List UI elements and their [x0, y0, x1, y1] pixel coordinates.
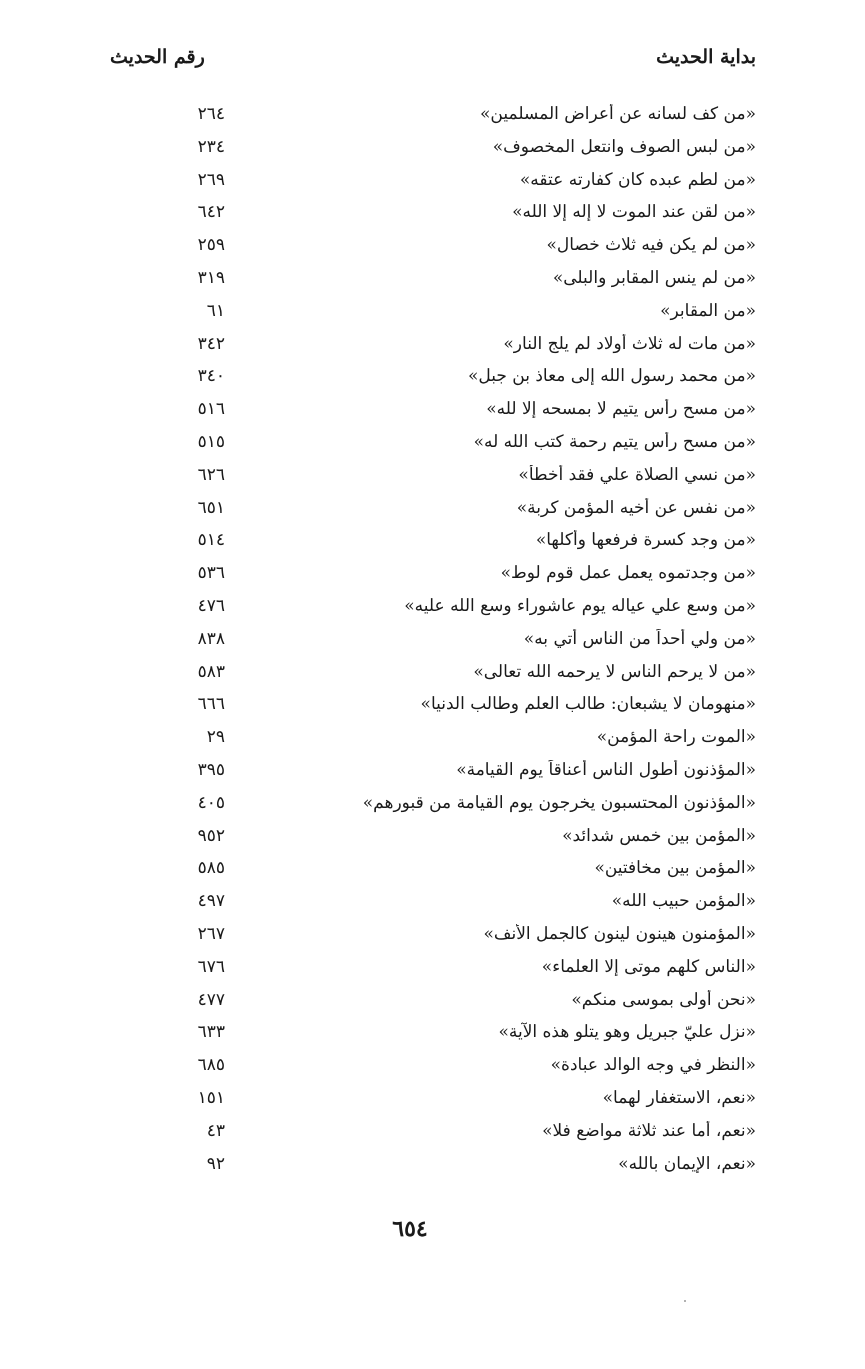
index-entry	[110, 134, 756, 167]
hadith-opening-text: «المؤذنون المحتسبون يخرجون يوم القيامة من قبورهم»	[362, 792, 756, 813]
hadith-number: ٩٥٢	[197, 825, 225, 846]
index-entry	[110, 593, 756, 626]
hadith-opening-text: «نعم، أما عند ثلاثة مواضع فلا»	[542, 1120, 756, 1141]
hadith-opening-text: «من لم يكن فيه ثلاث خصال»	[546, 235, 756, 256]
index-entry	[110, 626, 756, 659]
hadith-number: ٥١٤	[197, 530, 225, 551]
index-entry	[110, 659, 756, 692]
hadith-opening-text: «من وجدتموه يعمل عمل قوم لوط»	[500, 563, 756, 584]
index-entry	[110, 921, 756, 954]
index-entry	[110, 167, 756, 200]
hadith-number: ٦٢٦	[197, 464, 225, 485]
hadith-opening-text: «من مسح رأس يتيم لا بمسحه إلا لله»	[486, 399, 756, 420]
hadith-opening-text: «نزل عليّ جبريل وهو يتلو هذه الآية»	[498, 1022, 756, 1043]
index-entry	[110, 757, 756, 790]
hadith-opening-text: «الناس كلهم موتى إلا العلماء»	[541, 956, 756, 977]
hadith-number: ٥٣٦	[197, 563, 225, 584]
index-entry	[110, 331, 756, 364]
hadith-opening-text: «من لم ينس المقابر والبلى»	[552, 267, 756, 288]
index-entry	[110, 199, 756, 232]
hadith-number: ٢٣٤	[197, 136, 225, 157]
index-entry	[110, 823, 756, 856]
hadith-opening-text: «من ولي أحداً من الناس أتي به»	[523, 628, 756, 649]
index-entry	[110, 790, 756, 823]
hadith-number: ٦٨٥	[197, 1055, 225, 1076]
hadith-opening-text: «نعم، الإيمان بالله»	[618, 1153, 756, 1174]
hadith-opening-text: «المؤذنون أطول الناس أعناقاً يوم القيامة»	[456, 759, 756, 780]
hadith-number: ٤٠٥	[197, 792, 225, 813]
hadith-number: ٣٤٠	[197, 366, 225, 387]
index-entry	[110, 1019, 756, 1052]
hadith-opening-text: «من وسع علي عياله يوم عاشوراء وسع الله عليه»	[404, 595, 756, 616]
index-entry	[110, 1085, 756, 1118]
hadith-number: ٥٨٥	[197, 858, 225, 879]
hadith-opening-text: «المؤمن بين مخافتين»	[594, 858, 756, 879]
hadith-opening-text: «من المقابر»	[660, 300, 756, 321]
hadith-number: ٣٩٥	[197, 759, 225, 780]
page-number: ٦٥٤	[392, 1216, 428, 1242]
hadith-opening-text: «من لقن عند الموت لا إله إلا الله»	[512, 202, 756, 223]
hadith-opening-text: «المؤمن بين خمس شدائد»	[562, 825, 756, 846]
index-entry	[110, 363, 756, 396]
index-entry	[110, 855, 756, 888]
index-entry	[110, 298, 756, 331]
index-entry	[110, 1118, 756, 1151]
index-entry	[110, 987, 756, 1020]
hadith-opening-text: «النظر في وجه الوالد عبادة»	[550, 1055, 756, 1076]
hadith-number: ٦٧٦	[197, 956, 225, 977]
index-entry	[110, 429, 756, 462]
index-entry	[110, 1052, 756, 1085]
hadith-number: ٢٥٩	[197, 235, 225, 256]
hadith-number: ٦٣٣	[197, 1022, 225, 1043]
hadith-opening-text: «من مات له ثلاث أولاد لم يلج النار»	[503, 333, 756, 354]
index-entry	[110, 265, 756, 298]
hadith-number: ٥١٦	[197, 399, 225, 420]
hadith-number: ٤٧٧	[197, 989, 225, 1010]
hadith-number: ٤٧٦	[197, 595, 225, 616]
index-entry	[110, 396, 756, 429]
index-entry	[110, 691, 756, 724]
index-entry	[110, 495, 756, 528]
index-entry	[110, 724, 756, 757]
hadith-opening-text: «من نسي الصلاة علي فقد أخطأ»	[518, 464, 756, 485]
hadith-opening-text: «من وجد كسرة فرفعها وأكلها»	[535, 530, 756, 551]
hadith-opening-text: «من نفس عن أخيه المؤمن كربة»	[516, 497, 756, 518]
hadith-opening-text: «المؤمن حبيب الله»	[611, 891, 756, 912]
index-entry	[110, 527, 756, 560]
page-header	[110, 46, 756, 76]
index-entry	[110, 101, 756, 134]
hadith-number: ٦٦٦	[197, 694, 225, 715]
hadith-opening-text: «من كف لسانه عن أعراض المسلمين»	[480, 104, 756, 124]
index-entry	[110, 888, 756, 921]
hadith-number: ٢٦٩	[197, 169, 225, 190]
hadith-number: ٣١٩	[197, 267, 225, 288]
hadith-opening-text: «الموت راحة المؤمن»	[596, 727, 756, 748]
hadith-number: ٥٨٣	[197, 661, 225, 682]
hadith-number: ٦٤٢	[197, 202, 225, 223]
hadith-number: ١٥١	[197, 1087, 225, 1108]
hadith-number: ٦٥١	[197, 497, 225, 518]
hadith-number: ٣٤٢	[197, 333, 225, 354]
index-entry	[110, 954, 756, 987]
hadith-number: ٢٦٧	[197, 923, 225, 944]
scan-speck	[684, 1300, 686, 1302]
index-entry	[110, 232, 756, 265]
hadith-opening-text: «المؤمنون هينون لينون كالجمل الأنف»	[483, 923, 756, 944]
hadith-opening-text: «من لا يرحم الناس لا يرحمه الله تعالى»	[473, 661, 756, 682]
hadith-opening-text: «من محمد رسول الله إلى معاذ بن جبل»	[467, 366, 756, 387]
hadith-number: ٥١٥	[197, 431, 225, 452]
hadith-number: ٩٢	[206, 1153, 225, 1174]
hadith-opening-text: «من لطم عبده كان كفارته عتقه»	[519, 169, 756, 190]
hadith-start-column-heading: بداية الحديث	[656, 46, 756, 68]
hadith-opening-text: «من لبس الصوف وانتعل المخصوف»	[492, 136, 756, 157]
hadith-number: ٨٣٨	[197, 628, 225, 649]
hadith-number: ٦١	[206, 300, 225, 321]
hadith-opening-text: «نحن أولى بموسى منكم»	[571, 989, 756, 1010]
hadith-number: ٤٩٧	[197, 891, 225, 912]
hadith-number: ٢٦٤	[197, 104, 225, 124]
index-entry	[110, 1151, 756, 1184]
hadith-opening-text: «من مسح رأس يتيم رحمة كتب الله له»	[473, 431, 756, 452]
index-entry	[110, 462, 756, 495]
hadith-opening-text: «نعم، الاستغفار لهما»	[602, 1087, 756, 1108]
hadith-number: ٤٣	[206, 1120, 225, 1141]
hadith-number: ٢٩	[206, 727, 225, 748]
index-entry	[110, 560, 756, 593]
hadith-opening-text: «منهومان لا يشبعان: طالب العلم وطالب الدنيا»	[420, 694, 756, 715]
hadith-number-column-heading: رقم الحديث	[110, 46, 205, 68]
hadith-index-list	[110, 101, 756, 1183]
